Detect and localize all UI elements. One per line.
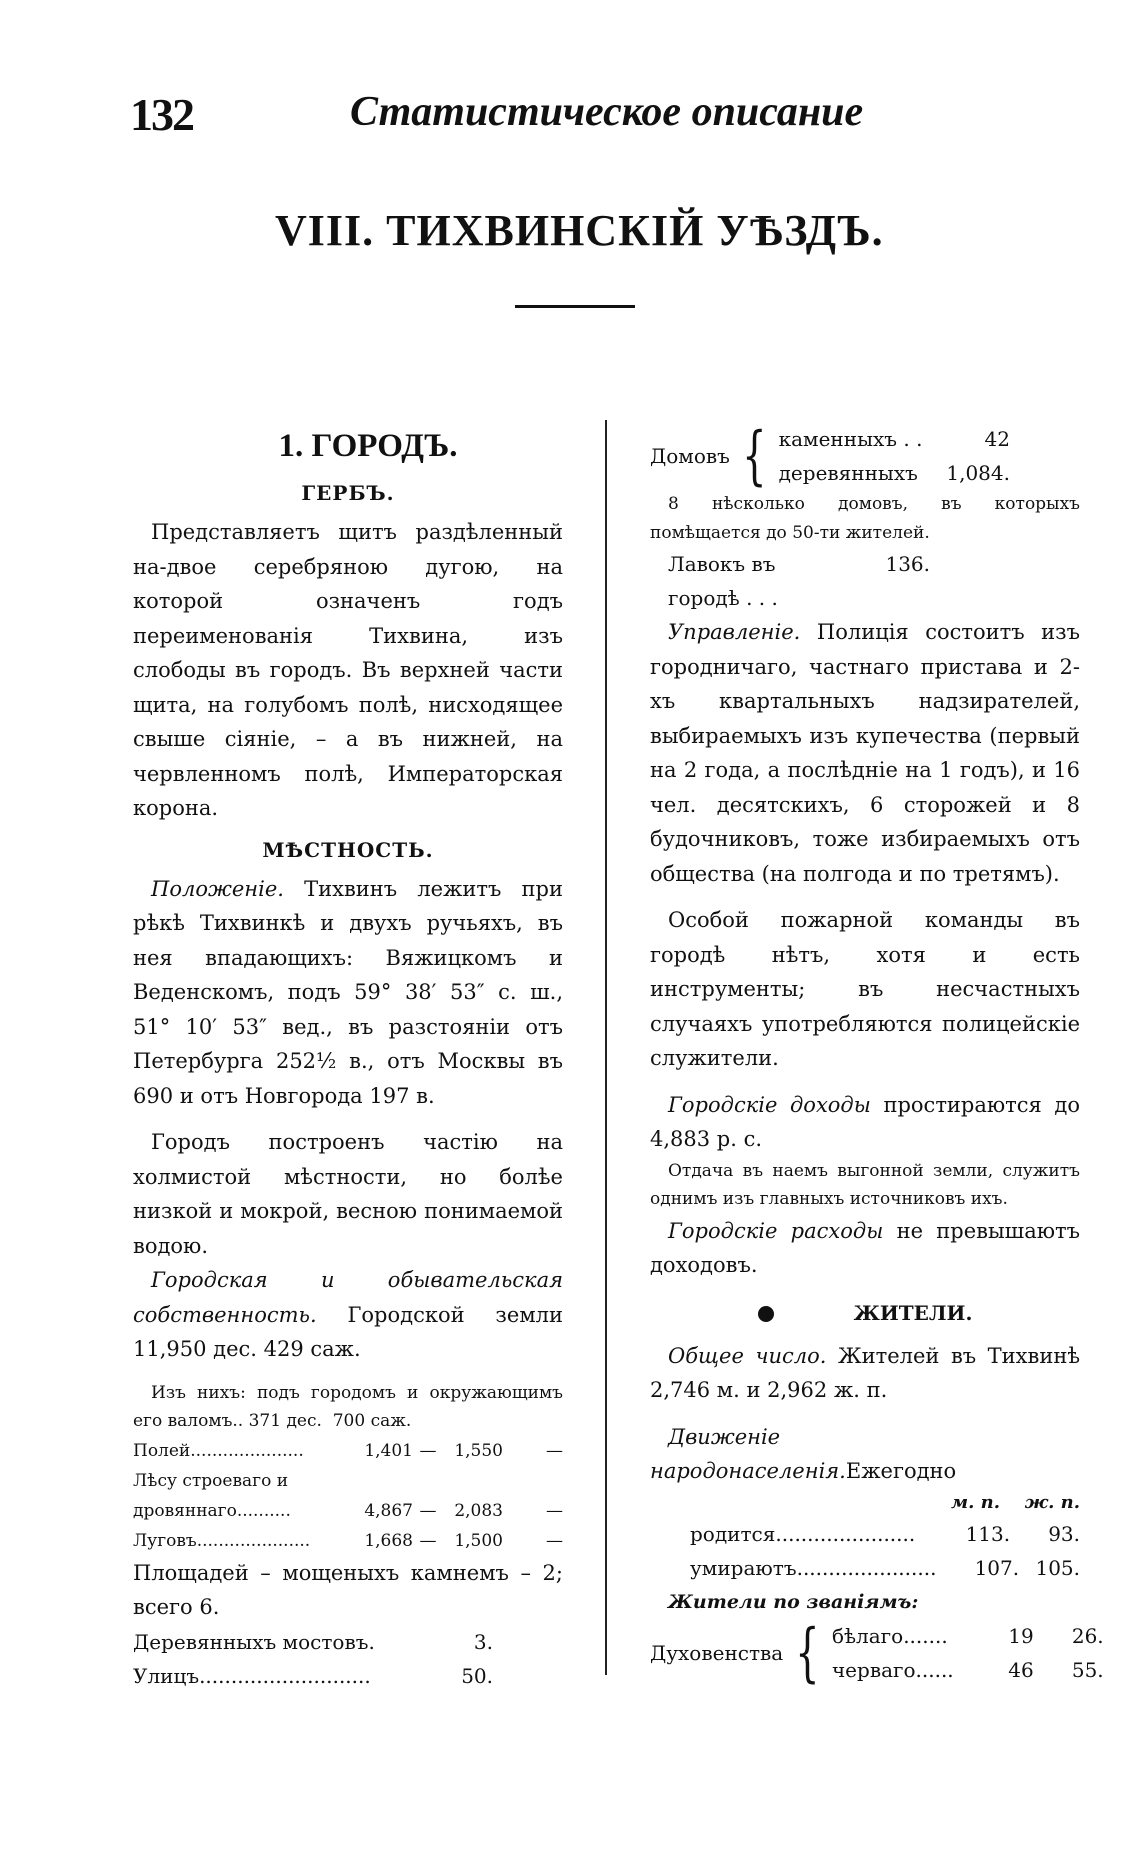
section-title: 1. ГОРОДЪ. <box>278 428 458 464</box>
total-label: Общее число. <box>668 1343 827 1368</box>
table-row: Полей..................... 1,401 — 1,550 — <box>133 1440 563 1461</box>
squares-text: Площадей – мощеныхъ камнемъ – 2; всего 6. <box>133 1560 563 1620</box>
locality-heading: МѢСТНОСТЬ. <box>262 837 434 862</box>
shops-row: Лавокъ въ городѣ . . . 136. <box>668 552 930 611</box>
brace-icon: { <box>795 1616 820 1691</box>
property-note-v2: 700 саж. <box>332 1411 412 1432</box>
income-note: Отдача въ наемъ выгонной земли, служитъ однимъ изъ главныхъ источниковъ ихъ. <box>650 1160 1080 1210</box>
table-row: родится...................... 113. 93. <box>690 1521 1080 1546</box>
right-column <box>650 419 1104 1691</box>
fire-text: Особой пожарной команды въ городѣ нѣтъ, хотя и есть инструменты; въ несчастныхъ случаяхъ употребляются полицейскіе служители. <box>650 908 1080 1071</box>
column-divider <box>605 420 607 1675</box>
position-text: Тихвинъ лежитъ при рѣкѣ Тихвинкѣ и двухъ ручьяхъ, въ нея впадающихъ: Вяжицкомъ и Веденскомъ, подъ 59° 38′ 53″ с. ш., 51° 10′ 53″ вед., въ разстояніи отъ Петербурга 252½ в., отъ Москвы въ 690 и отъ Новгорода 197 в. <box>133 876 563 1108</box>
page-number: 132 <box>130 89 193 140</box>
expenses-text: не превышаютъ доходовъ. <box>650 1218 1080 1278</box>
inhabitants-heading: ЖИТЕЛИ. <box>853 1300 973 1325</box>
title-rule <box>515 305 635 308</box>
land-table <box>133 1436 563 1556</box>
chapter-title: VIII. ТИХВИНСКІЙ УѢЗДЪ. <box>275 206 884 255</box>
streets-row: Улицъ........................... 50. <box>133 1663 493 1688</box>
table-row: Луговъ..................... 1,668 — 1,500 — <box>133 1530 563 1551</box>
table-row: дровяннаго.......... 4,867 — 2,083 — <box>133 1500 563 1521</box>
movement-paragraph <box>650 1420 1080 1489</box>
property-text: Городской земли 11,950 дес. 429 саж. <box>133 1302 563 1361</box>
movement-header: м. п. ж. п. <box>951 1491 1080 1513</box>
ranks-label: Жители по званіямъ: <box>668 1590 919 1613</box>
houses-block <box>650 419 1080 493</box>
houses-wood-row: деревянныхъ 1,084. <box>778 461 1010 485</box>
income-text: простираются до 4,883 р. с. <box>650 1092 1080 1152</box>
bridges-row: Деревянныхъ мостовъ. 3. <box>133 1629 493 1654</box>
table-row: умираютъ...................... 107. 105. <box>690 1555 1080 1580</box>
movement-text: Ежегодно <box>845 1459 957 1484</box>
houses-label: Домовъ <box>650 444 730 468</box>
clergy-block <box>650 1616 1104 1691</box>
admin-label: Управленіе. <box>668 620 801 645</box>
left-column <box>133 428 563 1693</box>
property-note-v1: 371 дес. <box>248 1411 322 1432</box>
admin-paragraph <box>650 615 1080 891</box>
clergy-white-row: бѣлаго....... 19 26. <box>831 1624 1104 1649</box>
table-row: Лѣсу строеваго и <box>133 1470 289 1491</box>
property-label: Городская и обывательская собственность. <box>133 1268 563 1327</box>
expenses-label: Городскіе расходы <box>668 1218 884 1243</box>
expenses-paragraph <box>650 1214 1080 1283</box>
arms-heading: ГЕРБЪ. <box>301 481 395 505</box>
total-paragraph <box>650 1339 1080 1408</box>
clergy-label: Духовенства <box>650 1641 784 1666</box>
income-paragraph <box>650 1088 1080 1157</box>
houses-stone-row: каменныхъ . . 42 <box>778 427 1010 451</box>
inhabitants-heading-row <box>650 1301 1080 1325</box>
houses-note: 8 нѣсколько домовъ, въ которыхъ помѣщается до 50-ти жителей. <box>650 494 1080 543</box>
position-label: Положеніе. <box>151 876 284 901</box>
running-head: Статистическое описание <box>350 89 864 135</box>
movement-label: Движеніе народонаселенія. <box>650 1424 846 1484</box>
property-note: Изъ нихъ: подъ городомъ и окружающимъ его валомъ.. 371 дес. 700 саж. <box>133 1382 563 1432</box>
income-label: Городскіе доходы <box>668 1092 871 1117</box>
position-paragraph <box>133 872 563 1114</box>
brace-icon: { <box>742 419 767 493</box>
admin-text: Полиція состоитъ изъ городничаго, частнаго пристава и 2-хъ квартальныхъ надзирателей, выбираемыхъ изъ купечества (первый на 2 года, а послѣдніе на 1 годъ), и 16 чел. десятскихъ, 6 сторожей и 8 будочниковъ, тоже избираемыхъ отъ общества (на полгода и по третямъ). <box>650 620 1080 886</box>
arms-text: Представляетъ щитъ раздѣленный на-двое серебряною дугою, на которой означенъ годъ переименованія Тихвина, изъ слободы въ городъ. Въ верхней части щита, на голубомъ полѣ, нисходящее свыше сіяніе, – а въ нижней, на червленномъ полѣ, Императорская корона. <box>133 520 563 820</box>
total-text: Жителей въ Тихвинѣ 2,746 м. и 2,962 ж. п. <box>650 1343 1080 1403</box>
bullet-icon <box>758 1306 774 1322</box>
city-text: Городъ построенъ частію на холмистой мѣстности, но болѣе низкой и мокрой, весною понимаемой водою. <box>133 1130 563 1258</box>
clergy-black-row: черваго...... 46 55. <box>831 1658 1104 1683</box>
property-paragraph <box>133 1263 563 1367</box>
